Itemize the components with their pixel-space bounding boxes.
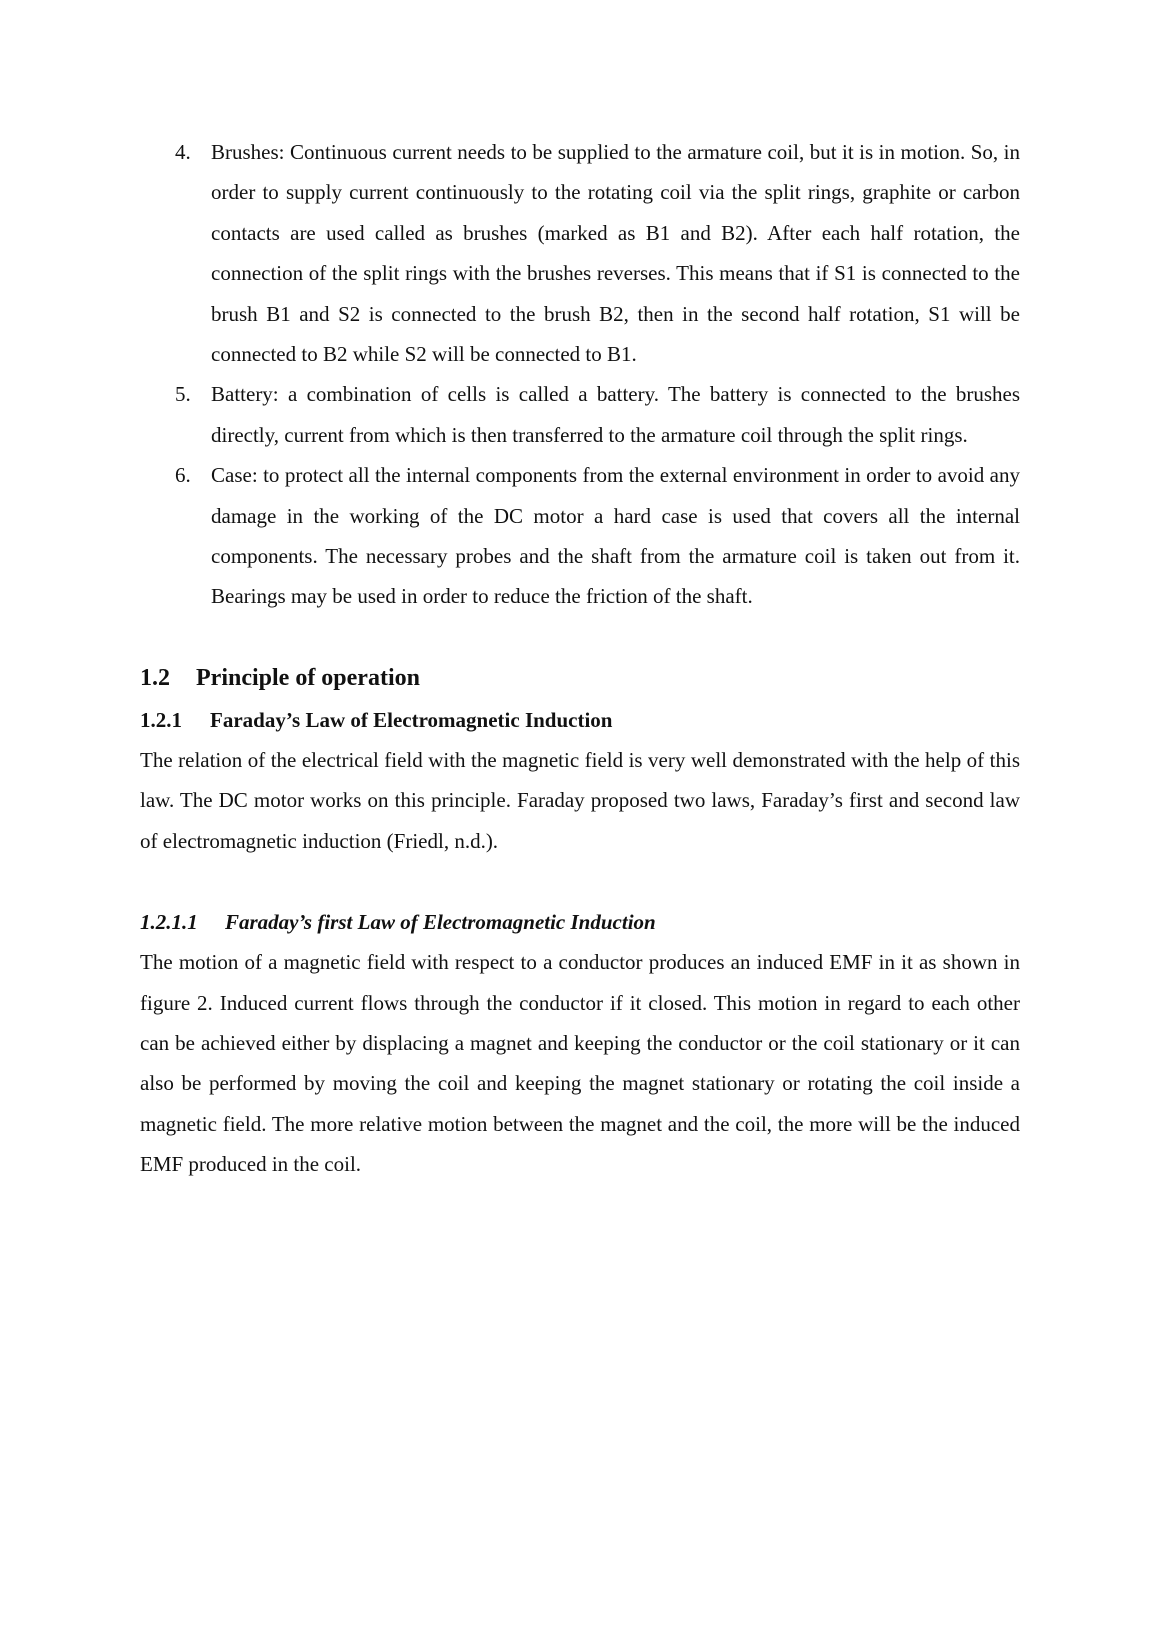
list-item-battery bbox=[140, 374, 1020, 455]
document-page bbox=[140, 132, 1020, 1185]
section-heading-1-2-1 bbox=[140, 700, 1020, 740]
list-item-case bbox=[140, 455, 1020, 617]
section-heading-1-2 bbox=[140, 658, 1020, 698]
paragraph-faraday-law: The relation of the electrical field with the magnetic field is very well demonstrated with the help of this law. The DC motor works on this principle. Faraday proposed two laws, Faraday’s first and second law of electromagnetic induction (Friedl, n.d.). bbox=[140, 747, 1020, 853]
heading-number: 1.2.1 bbox=[140, 707, 182, 732]
list-item-text: Battery: a combination of cells is called a battery. The battery is connected to the brushes directly, current from which is then transferred to the armature coil through the split rings. bbox=[211, 382, 1020, 447]
heading-title: Principle of operation bbox=[196, 664, 420, 691]
paragraph-faraday-first-law: The motion of a magnetic field with respect to a conductor produces an induced EMF in it as shown in figure 2. Induced current flows through the conductor if it closed. This motion in regard to each other can be achieved either by displacing a magnet and keeping the conductor or the coil stationary or it can also be performed by moving the coil and keeping the magnet stationary or rotating the coil inside a magnetic field. The more relative motion between the magnet and the coil, the more will be the induced EMF produced in the coil. bbox=[140, 950, 1020, 1177]
list-item-brushes bbox=[140, 132, 1020, 374]
heading-number: 1.2.1.1 bbox=[140, 910, 198, 935]
list-item-text: Brushes: Continuous current needs to be supplied to the armature coil, but it is in motion. So, in order to supply current continuously to the rotating coil via the split rings, graphite or carbon contacts are used called as brushes (marked as B1 and B2). After each half rotation, the connection of the split rings with the brushes reverses. This means that if S1 is connected to the brush B1 and S2 is connected to the brush B2, then in the second half rotation, S1 will be connected to B2 while S2 will be connected to B1. bbox=[211, 140, 1020, 367]
list-item-number: 4. bbox=[175, 140, 191, 164]
heading-number: 1.2 bbox=[140, 664, 170, 691]
heading-title: Faraday’s Law of Electromagnetic Induction bbox=[210, 707, 613, 732]
list-item-text: Case: to protect all the internal components from the external environment in order to avoid any damage in the working of the DC motor a hard case is used that covers all the internal components. The necessary probes and the shaft from the armature coil is taken out from it. Bearings may be used in order to reduce the friction of the shaft. bbox=[211, 463, 1020, 609]
list-item-number: 5. bbox=[175, 382, 191, 407]
heading-title: Faraday’s first Law of Electromagnetic Induction bbox=[225, 910, 656, 935]
section-heading-1-2-1-1 bbox=[140, 902, 1020, 942]
list-item-number: 6. bbox=[175, 463, 191, 488]
component-list bbox=[140, 132, 1020, 617]
